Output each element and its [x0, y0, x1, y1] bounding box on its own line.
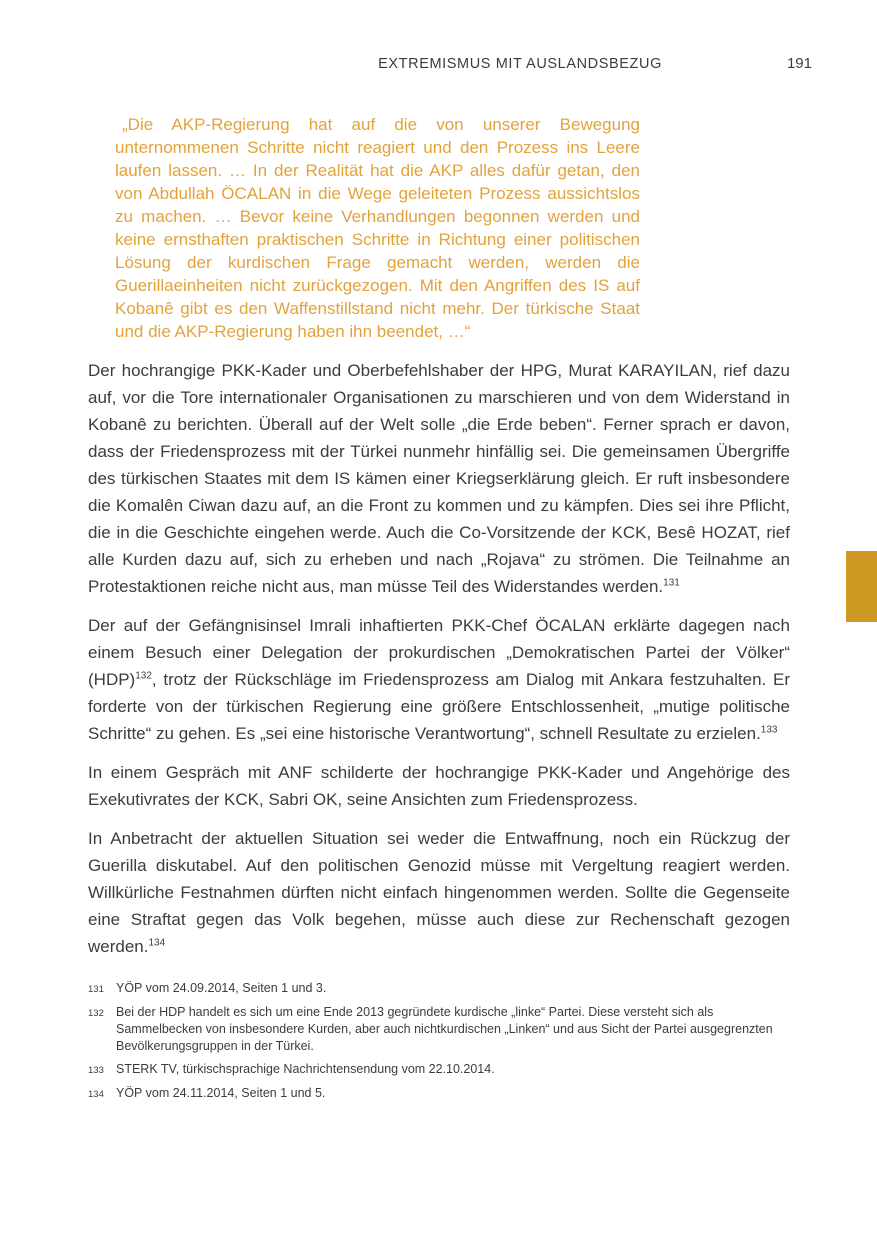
footnote	[88, 1061, 794, 1079]
footnote-text: YÖP vom 24.11.2014, Seiten 1 und 5.	[116, 1086, 326, 1100]
footnote-number: 134	[88, 1089, 104, 1100]
page-number: 191	[786, 55, 812, 72]
footnote-ref-134: 134	[148, 937, 166, 949]
footnote	[88, 980, 794, 998]
footnote-number: 133	[88, 1065, 104, 1076]
paragraph-oecalan	[88, 612, 790, 747]
paragraph-text: Der auf der Gefängnisinsel Imrali inhaftierten PKK-Chef ÖCALAN erklärte dagegen nach einem Besuch einer Delegation der prokurdischen „Demokratischen Partei der Völker“ (HDP)	[88, 616, 790, 689]
footnote	[88, 1085, 794, 1103]
footnote-ref-131: 131	[663, 577, 680, 589]
paragraph-text: In einem Gespräch mit ANF schilderte der hochrangige PKK-Kader und Angehörige des Exekutivrates der KCK, Sabri OK, seine Ansichten zum Friedensprozess.	[88, 763, 790, 809]
running-header-title: EXTREMISMUS MIT AUSLANDSBEZUG	[378, 56, 662, 72]
paragraph-guerilla	[88, 825, 790, 960]
footnote-number: 131	[88, 984, 104, 995]
footnote-text: YÖP vom 24.09.2014, Seiten 1 und 3.	[116, 981, 327, 995]
footnotes-section	[88, 980, 794, 1103]
block-quote: „Die AKP-Regierung hat auf die von unserer Bewegung unternommenen Schritte nicht reagiert und den Prozess ins Leere laufen lassen. … In der Realität hat die AKP alles dafür getan, den von Abdullah ÖCALAN in die Wege geleiteten Prozess aussichtslos zu machen. … Bevor keine Verhandlungen begonnen werden und keine ernsthaften praktischen Schritte in Richtung einer politischen Lösung der kurdischen Frage gemacht werden, werden die Guerillaeinheiten nicht zurückgezogen. Mit den Angriffen des IS auf Kobanê gibt es den Waffenstillstand nicht mehr. Der türkische Staat und die AKP-Regierung haben ihn beendet, …“	[115, 115, 640, 341]
paragraph-text: In Anbetracht der aktuellen Situation sei weder die Entwaffnung, noch ein Rückzug der Guerilla diskutabel. Auf den politischen Genozid müsse mit Vergeltung reagiert werden. Willkürliche Festnahmen dürften nicht einfach hingenommen werden. Sollte die Gegenseite eine Straftat gegen das Volk begehen, müsse auch diese zur Rechenschaft gezogen werden.	[88, 829, 790, 956]
page-edge-tab-marker	[846, 551, 877, 622]
footnote-number: 132	[88, 1008, 104, 1019]
paragraph-karayilan	[88, 357, 790, 600]
paragraph-text: Der hochrangige PKK-Kader und Oberbefehlshaber der HPG, Murat KARAYILAN, rief dazu auf, vor die Tore internationaler Organisationen zu marschieren und von dem Widerstand in Kobanê zu berichten. Überall auf der Welt solle „die Erde beben“. Ferner sprach er davon, dass der Friedensprozess mit der Türkei nunmehr hinfällig sei. Die gemeinsamen Übergriffe des türkischen Staates mit dem IS kämen einer Kriegserklärung gleich. Er ruft insbesondere die Komalên Ciwan dazu auf, an die Front zu kommen und zu kämpfen. Dies sei ihre Pflicht, die in die Geschichte eingehen werde. Auch die Co-Vorsitzende der KCK, Besê HOZAT, rief alle Kurden dazu auf, sich zu erheben und nach „Rojava“ zu strömen. Die Teilnahme an Protestaktionen reiche nicht aus, man müsse Teil des Widerstandes werden.	[88, 361, 790, 596]
footnote-text: STERK TV, türkischsprachige Nachrichtensendung vom 22.10.2014.	[116, 1062, 495, 1076]
page-header	[88, 55, 812, 72]
footnote-text: Bei der HDP handelt es sich um eine Ende 2013 gegründete kurdische „linke“ Partei. Diese versteht sich als Sammelbecken von insbesondere Kurden, aber auch nichtkurdischen „Linken“ und aus Sicht der Partei ausgegrenzten Bevölkerungsgruppen in der Türkei.	[116, 1005, 773, 1053]
paragraph-text: , trotz der Rückschläge im Friedensprozess am Dialog mit Ankara festzuhalten. Er forderte von der türkischen Regierung eine größere Entschlossenheit, „mutige politische Schritte“ zu gehen. Es „sei eine historische Verantwortung“, schnell Resultate zu erzielen.	[88, 670, 790, 743]
footnote-ref-132: 132	[135, 670, 152, 682]
footnote	[88, 1004, 794, 1055]
paragraph-sabri-ok	[88, 759, 790, 813]
footnote-ref-133: 133	[760, 724, 778, 736]
